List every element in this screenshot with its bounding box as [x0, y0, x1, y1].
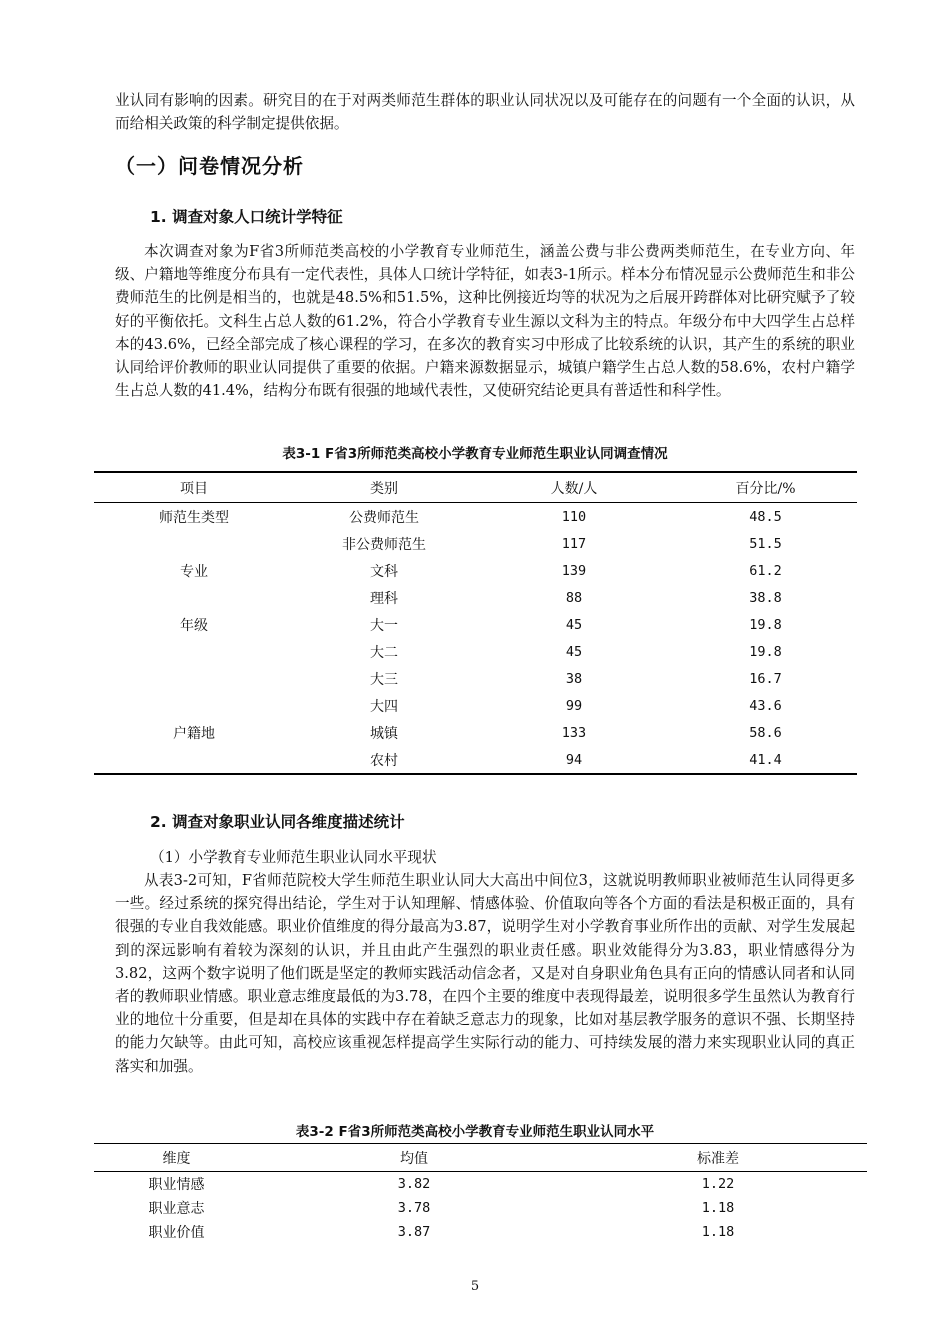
table-cell: 117: [561, 535, 587, 552]
subsection1-title: 1. 调查对象人口统计学特征: [150, 208, 343, 226]
table1-header-cell: 项目: [94, 472, 294, 503]
table-cell: 45: [565, 616, 583, 633]
page-number: 5: [470, 1279, 480, 1294]
table-cell: 职业价值: [148, 1225, 205, 1241]
table-row: [94, 1220, 867, 1244]
table-row: [94, 746, 857, 774]
table1: [94, 471, 857, 775]
table-cell: 19.8: [749, 616, 782, 633]
table-cell: 16.7: [749, 670, 782, 687]
subsection2-subtitle: （1）小学教育专业师范生职业认同水平现状: [150, 849, 437, 866]
table-cell: 大三: [370, 671, 398, 688]
table-cell: 文科: [370, 563, 398, 580]
table-cell: 45: [565, 643, 583, 660]
table-cell: 38.8: [749, 589, 782, 606]
table-cell: 41.4: [749, 751, 782, 768]
table-cell: [94, 584, 294, 611]
table-cell: 99: [565, 697, 583, 714]
table-row: [94, 1196, 867, 1220]
subsection2-paragraph: 从表3-2可知，F省师范院校大学生师范生职业认同大大高出中间位3，这就说明教师职业被师范生认同得更多一些。经过系统的探究得出结论，学生对于认知理解、情感体验、价值取向等各个方面的看法是积极正面的，具有很强的专业自我效能感。职业价值维度的得分最高为3.87，说明学生对小学教育事业所作出的贡献、对学生发展起到的深远影响有着较为深刻的认识，并且由此产生强烈的职业责任感。职业效能得分为3.83，职业情感得分为3.82，这两个数字说明了他们既是坚定的教师实践活动信念者，又是对自身职业角色具有正向的情感认同者和认同者的教师职业情感。职业意志维度最低的为3.78，在四个主要的维度中表现得最差，说明很多学生虽然认为教育行业的地位十分重要，但是却在具体的实践中存在着缺乏意志力的现象，比如对基层教学服务的意识不强、长期坚持的能力欠缺等。由此可知，高校应该重视怎样提高学生实际行动的能力、可持续发展的潜力来实现职业认同的真正落实和加强。: [115, 872, 855, 1075]
table2-caption: 表3-2 F省3所师范类高校小学教育专业师范生职业认同水平: [295, 1124, 655, 1140]
table-cell: 大一: [370, 617, 398, 634]
table-row: [94, 1172, 867, 1197]
table-cell: 农村: [370, 752, 398, 769]
table-cell: [94, 638, 294, 665]
table1-header-cell: 人数/人: [474, 472, 674, 503]
table-cell: 3.82: [397, 1176, 431, 1192]
subsection1-paragraph: 本次调查对象为F省3所师范类高校的小学教育专业师范生，涵盖公费与非公费两类师范生，在专业方向、年级、户籍地等维度分布具有一定代表性，具体人口统计学特征，如表3-1所示。样本分布情况显示公费师范生和非公费师范生的比例是相当的，也就是48.5%和51.5%，这种比例接近均等的状况为之后展开跨群体对比研究赋予了较好的平衡依托。文科生占总人数的61.2%，符合小学教育专业生源以文科为主的特点。年级分布中大四学生占总样本的43.6%，已经全部完成了核心课程的学习，在多次的教育实习中形成了比较系统的认识，其产生的系统的职业认同给评价教师的职业认同提供了重要的依据。户籍来源数据显示，城镇户籍学生占总人数的58.6%，农村户籍学生占总人数的41.4%，结构分布既有很强的地域代表性，又使研究结论更具有普适性和科学性。: [115, 243, 855, 400]
table-cell: 110: [561, 508, 587, 525]
table-cell: [94, 665, 294, 692]
table-cell: 3.87: [397, 1224, 431, 1240]
table2-header-cell: 均值: [259, 1144, 569, 1172]
table-cell: 职业意志: [148, 1201, 205, 1217]
table-cell: 专业: [180, 563, 208, 580]
table-cell: 51.5: [749, 535, 782, 552]
table-row: [94, 719, 857, 746]
table-row: [94, 611, 857, 638]
table1-header-cell: 百分比/%: [674, 472, 857, 503]
table2-header-cell: 标准差: [569, 1144, 867, 1172]
table-row: [94, 530, 857, 557]
table-row: [94, 584, 857, 611]
table-row: [94, 638, 857, 665]
table-cell: 48.5: [749, 508, 782, 525]
table-cell: 年级: [180, 617, 208, 634]
table2-header-row: [94, 1144, 867, 1172]
table-cell: 理科: [370, 590, 398, 607]
table-row: [94, 665, 857, 692]
table-cell: 139: [561, 562, 587, 579]
table-cell: 61.2: [749, 562, 782, 579]
table-cell: 大四: [370, 698, 398, 715]
intro-paragraph: 业认同有影响的因素。研究目的在于对两类师范生群体的职业认同状况以及可能存在的问题有一个全面的认识，从而给相关政策的科学制定提供依据。: [115, 92, 855, 133]
table-row: [94, 692, 857, 719]
table-cell: 38: [565, 670, 583, 687]
table-cell: [94, 692, 294, 719]
table-cell: 师范生类型: [159, 509, 229, 526]
table-cell: 3.78: [397, 1200, 431, 1216]
table-cell: 1.18: [701, 1200, 735, 1216]
table-cell: 88: [565, 589, 583, 606]
table-cell: 19.8: [749, 643, 782, 660]
subsection2-title: 2. 调查对象职业认同各维度描述统计: [150, 813, 405, 831]
table1-header-cell: 类别: [294, 472, 474, 503]
table-cell: 公费师范生: [349, 509, 419, 526]
table-cell: 58.6: [749, 724, 782, 741]
table1-caption: 表3-1 F省3所师范类高校小学教育专业师范生职业认同调查情况: [282, 446, 668, 462]
table-cell: 43.6: [749, 697, 782, 714]
table-cell: 职业情感: [148, 1177, 205, 1193]
table-row: [94, 503, 857, 531]
table-cell: 非公费师范生: [342, 536, 426, 553]
table-cell: 1.18: [701, 1224, 735, 1240]
table2: [94, 1143, 867, 1244]
table2-header-cell: 维度: [94, 1144, 259, 1172]
table1-header-row: [94, 472, 857, 503]
section-title: （一）问卷情况分析: [115, 154, 304, 178]
table-cell: 户籍地: [173, 725, 215, 742]
table-cell: 1.22: [701, 1176, 735, 1192]
table-cell: 大二: [370, 644, 398, 661]
table-cell: 城镇: [370, 725, 398, 742]
table-row: [94, 557, 857, 584]
table-cell: [94, 530, 294, 557]
table-cell: 94: [565, 751, 583, 768]
table-cell: [94, 746, 294, 774]
table-cell: 133: [561, 724, 587, 741]
